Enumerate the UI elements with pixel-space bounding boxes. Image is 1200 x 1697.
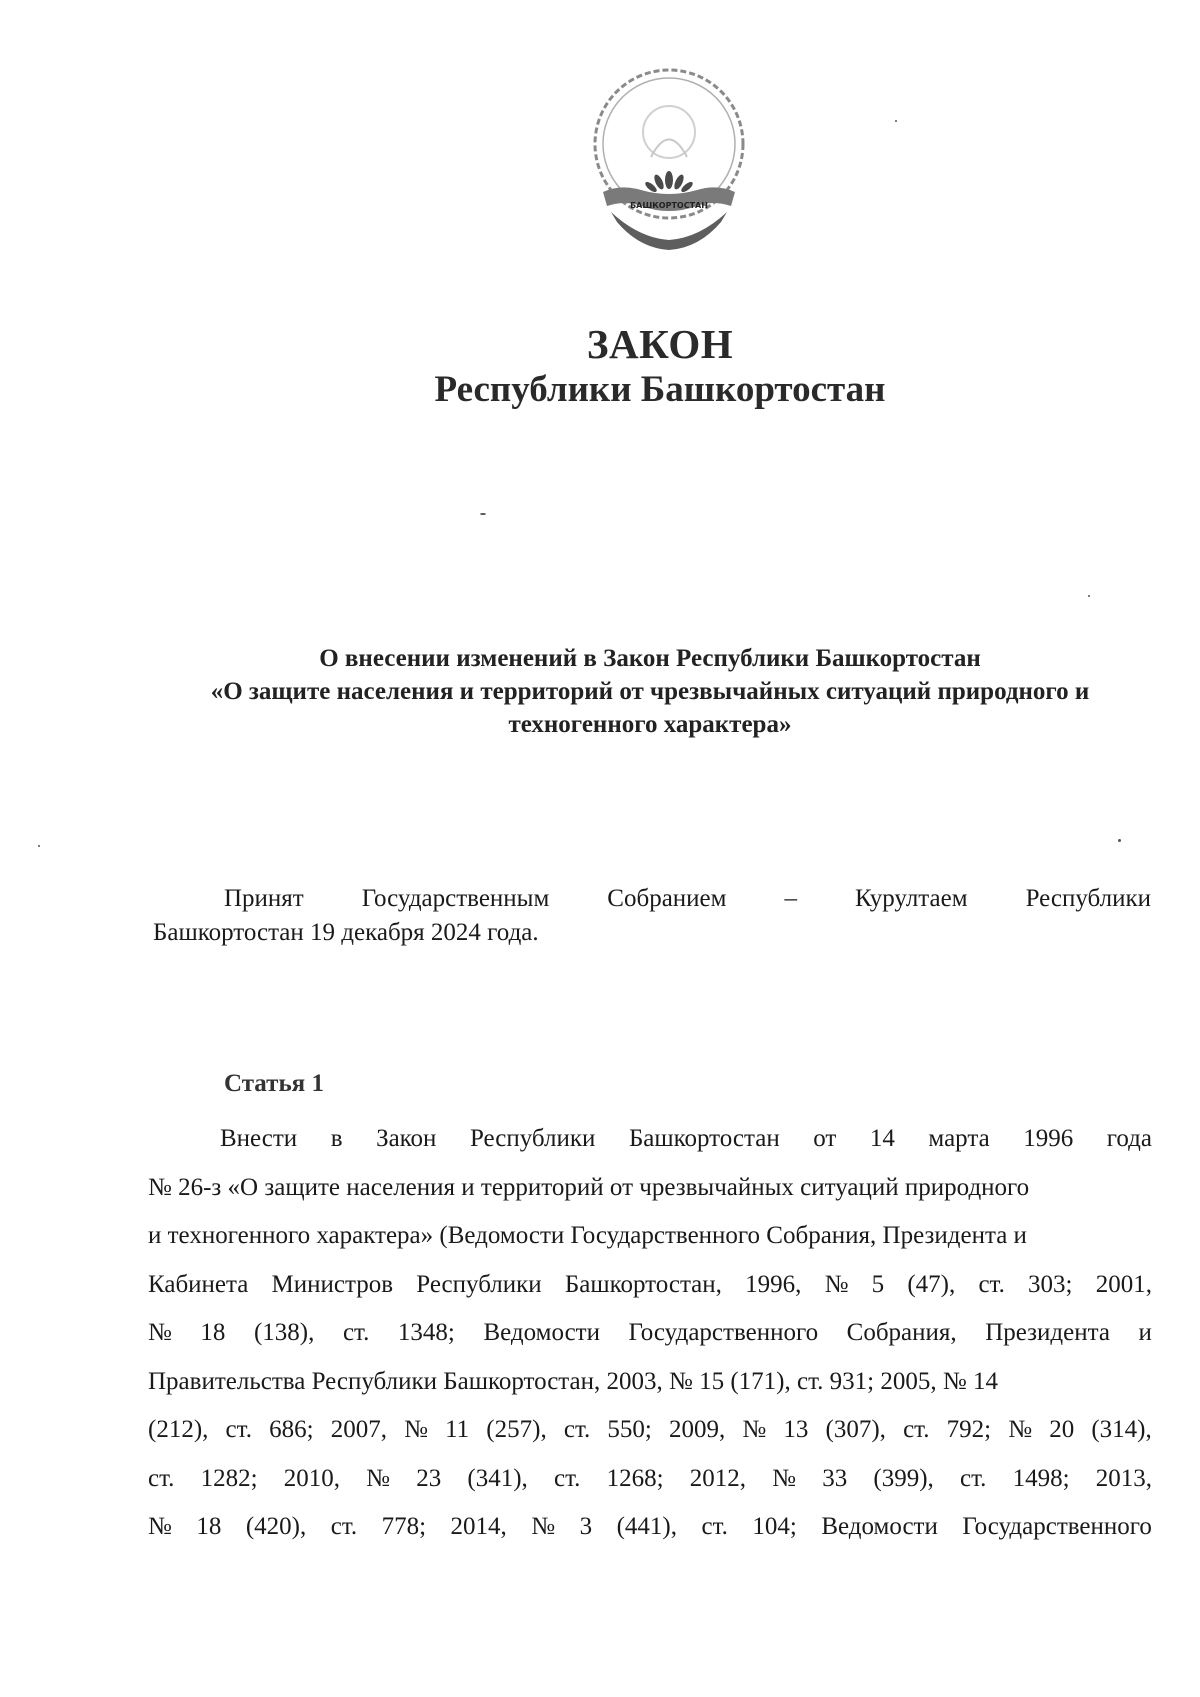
article-word: и bbox=[1138, 1319, 1152, 1346]
article-word: № bbox=[742, 1416, 767, 1443]
scan-speck bbox=[895, 120, 897, 122]
article-word: марта bbox=[928, 1125, 990, 1152]
article-word: в bbox=[330, 1125, 343, 1152]
article-word: ст. bbox=[554, 1464, 581, 1492]
article-title: Статья 1 bbox=[224, 1070, 324, 1097]
article-line bbox=[148, 1309, 1152, 1358]
article-word: 1996 bbox=[1023, 1125, 1074, 1152]
scan-speck bbox=[1118, 839, 1121, 842]
article-word: 11 bbox=[445, 1416, 470, 1443]
article-word: № bbox=[772, 1464, 797, 1492]
article-line bbox=[148, 1406, 1152, 1455]
article-word: Республики bbox=[469, 1125, 596, 1152]
adoption-word: – bbox=[784, 885, 797, 912]
article-word: 1996, bbox=[745, 1270, 802, 1298]
article-word: (420), bbox=[245, 1513, 307, 1540]
article-word: (212), bbox=[148, 1416, 209, 1443]
article-line bbox=[148, 1261, 1152, 1310]
article-word: 2009, bbox=[668, 1416, 726, 1443]
article-word: 1498; bbox=[1012, 1464, 1070, 1492]
bashkortostan-emblem-icon bbox=[581, 62, 757, 252]
article-word: (341), bbox=[467, 1464, 528, 1492]
article-word: Правительства Республики Башкортостан, 2003, № 15 (171), ст. 931; 2005, № 14 bbox=[148, 1367, 998, 1395]
heading-line: «О защите населения и территорий от чрезвычайных ситуаций природного и bbox=[210, 678, 1090, 705]
article-word: (138), bbox=[253, 1319, 315, 1346]
article-word: (399), bbox=[873, 1464, 934, 1492]
scan-speck bbox=[38, 845, 40, 847]
article-word: 104; bbox=[752, 1513, 797, 1540]
article-word: № bbox=[148, 1319, 172, 1346]
article-word: Министров bbox=[271, 1270, 394, 1298]
article-word: Президента bbox=[985, 1319, 1110, 1346]
article-word: (307), bbox=[825, 1416, 886, 1443]
article-word: ст. bbox=[148, 1464, 175, 1492]
adoption-word: Республики bbox=[1025, 885, 1151, 912]
article-word: года bbox=[1106, 1125, 1152, 1152]
heading-line: О внесении изменений в Закон Республики Башкортостан bbox=[319, 645, 981, 672]
adoption-word: Принят bbox=[224, 885, 304, 912]
article-word: ст. bbox=[330, 1513, 358, 1540]
article-word: 792; bbox=[946, 1416, 992, 1443]
heading-line: техногенного характера» bbox=[508, 711, 792, 738]
article-word: Закон bbox=[376, 1125, 437, 1152]
article-word: 1282; bbox=[200, 1464, 258, 1492]
article-word: 2012, bbox=[689, 1464, 746, 1492]
article-word: и техногенного характера» (Ведомости Государственного Собрания, Президента и bbox=[148, 1222, 1027, 1249]
article-word: Внести bbox=[220, 1125, 298, 1152]
article-word: 550; bbox=[607, 1416, 652, 1443]
article-word: 5 bbox=[871, 1270, 885, 1298]
article-word: ст. bbox=[978, 1270, 1005, 1298]
article-word: Ведомости bbox=[821, 1513, 938, 1540]
article-word: № 26-з «О защите населения и территорий от чрезвычайных ситуаций природного bbox=[148, 1173, 1030, 1201]
article-word: № bbox=[148, 1513, 172, 1540]
article-word: ст. bbox=[701, 1513, 728, 1540]
article-word: Государственного bbox=[962, 1513, 1152, 1540]
adoption-word: Государственным bbox=[361, 885, 550, 912]
article-word: 13 bbox=[783, 1416, 809, 1443]
article-word: Башкортостан bbox=[628, 1125, 780, 1152]
article-word: ст. bbox=[903, 1416, 930, 1443]
article-word: (47), bbox=[907, 1270, 956, 1298]
article-line bbox=[148, 1503, 1152, 1552]
article-word: 33 bbox=[822, 1464, 848, 1492]
article-word: 303; bbox=[1028, 1270, 1073, 1298]
scan-speck bbox=[480, 513, 486, 515]
article-word: 2001, bbox=[1095, 1270, 1152, 1298]
article-word: 3 bbox=[579, 1513, 593, 1540]
article-word: 20 bbox=[1049, 1416, 1075, 1443]
adoption-word: Собранием bbox=[607, 885, 727, 912]
adoption-note bbox=[153, 882, 1151, 950]
article-word: 778; bbox=[381, 1513, 427, 1540]
article-line bbox=[148, 1455, 1152, 1504]
article-word: 23 bbox=[416, 1464, 442, 1492]
article-line bbox=[148, 1115, 1152, 1164]
article-word: (314), bbox=[1091, 1416, 1152, 1443]
article-body bbox=[148, 1115, 1152, 1552]
law-subtitle: Республики Башкортостан bbox=[434, 369, 886, 410]
article-word: 2013, bbox=[1095, 1464, 1152, 1492]
article-word: № bbox=[404, 1416, 428, 1443]
article-word: № bbox=[1008, 1416, 1033, 1443]
article-word: № bbox=[366, 1464, 391, 1492]
adoption-line bbox=[153, 882, 1151, 916]
article-word: Собрания, bbox=[846, 1319, 957, 1346]
article-word: Кабинета bbox=[148, 1270, 249, 1298]
emblem-text: БАШКОРТОСТАН bbox=[630, 201, 708, 210]
article-line bbox=[148, 1212, 1152, 1261]
article-word: ст. bbox=[342, 1319, 370, 1346]
article-word: Башкортостан, bbox=[564, 1270, 722, 1298]
law-title: ЗАКОН bbox=[586, 321, 734, 367]
article-word: от bbox=[813, 1125, 837, 1152]
article-word: ст. bbox=[225, 1416, 252, 1443]
article-word: 14 bbox=[869, 1125, 895, 1152]
article-word: 2007, bbox=[330, 1416, 387, 1443]
scan-speck bbox=[1088, 595, 1090, 597]
article-word: № bbox=[531, 1513, 556, 1540]
article-word: (257), bbox=[486, 1416, 547, 1443]
article-line bbox=[148, 1164, 1152, 1213]
article-word: 686; bbox=[269, 1416, 314, 1443]
article-word: 18 bbox=[200, 1319, 226, 1346]
article-word: (441), bbox=[616, 1513, 678, 1540]
article-line bbox=[148, 1358, 1152, 1407]
adoption-word: Курултаем bbox=[854, 885, 968, 912]
article-word: ст. bbox=[563, 1416, 591, 1443]
article-word: Республики bbox=[416, 1270, 542, 1298]
article-word: 2014, bbox=[450, 1513, 507, 1540]
article-word: Ведомости bbox=[483, 1319, 600, 1346]
article-word: 1268; bbox=[606, 1464, 664, 1492]
article-word: 18 bbox=[196, 1513, 222, 1540]
article-word: № bbox=[824, 1270, 849, 1298]
article-word: ст. bbox=[960, 1464, 987, 1492]
adoption-line: Башкортостан 19 декабря 2024 года. bbox=[153, 919, 539, 946]
article-word: 2010, bbox=[283, 1464, 340, 1492]
article-word: 1348; bbox=[397, 1319, 455, 1346]
article-word: Государственного bbox=[628, 1319, 819, 1346]
document-heading bbox=[140, 642, 1160, 741]
